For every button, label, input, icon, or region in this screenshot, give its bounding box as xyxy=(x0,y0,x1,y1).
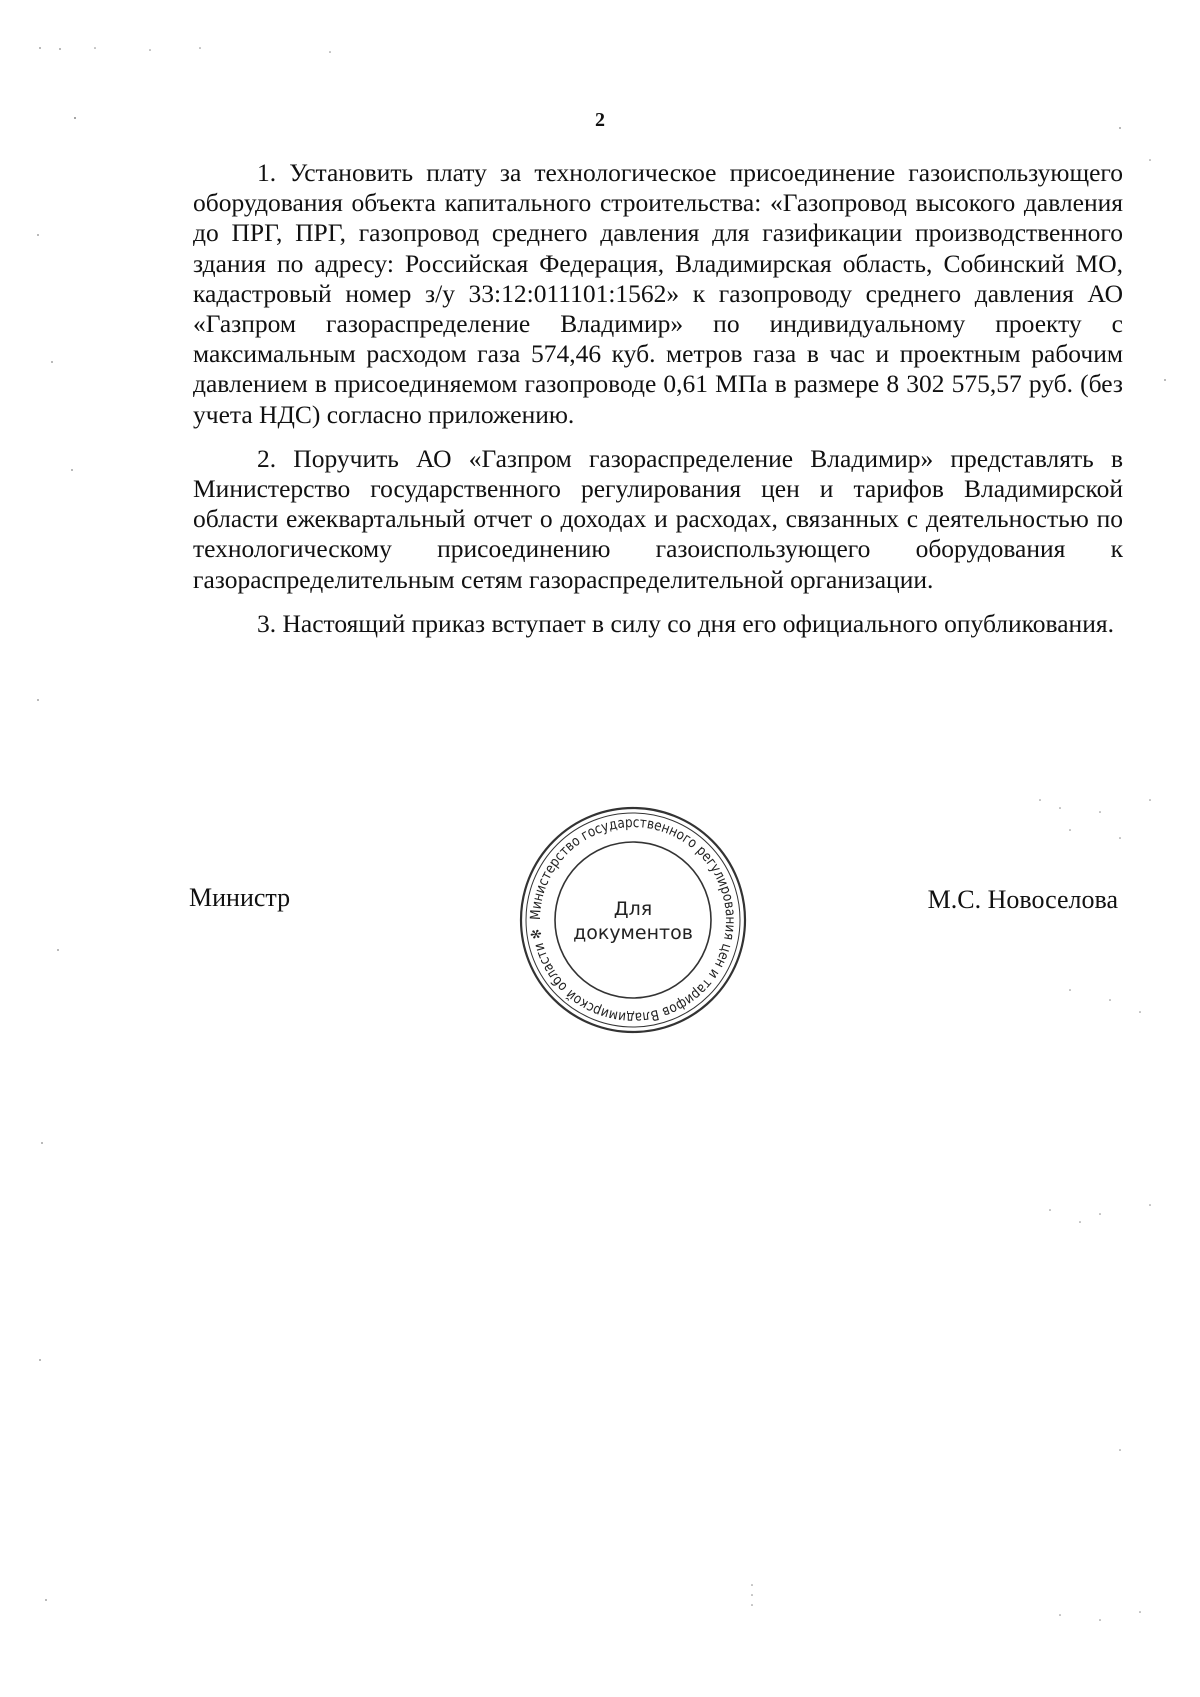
signatory-position: Министр xyxy=(189,883,291,912)
signatory-name: М.С. Новоселова xyxy=(927,885,1118,914)
paragraph-1: 1. Установить плату за технологическое присоединение газоиспользующего оборудования объекта капитального строительства: «Газопровод высокого давления до ПРГ, ПРГ, газопровод среднего давления для газификации производственного здания по адресу: Российская Федерация, Владимирская область, Собинский МО, кадастровый номер з/у 33:12:011101:1562» к газопроводу среднего давления АО «Газпром газораспределение Владимир» по индивидуальному проекту с максимальным расходом газа 574,46 куб. метров газа в час и проектным рабочим давлением в присоединяемом газопроводе 0,61 МПа в размере 8 302 575,57 руб. (без учета НДС) согласно приложению. xyxy=(193,158,1123,429)
seal-center-line-1: Для xyxy=(613,898,653,920)
paragraph-2: 2. Поручить АО «Газпром газораспределение Владимир» представлять в Министерство государственного регулирования цен и тарифов Владимирской области ежеквартальный отчет о доходах и расходах, связанных с деятельностью по технологическому присоединению газоиспользующего оборудования к газораспределительным сетям газораспределительной организации. xyxy=(193,443,1123,594)
seal-ring-text: Министерство государственного регулирования цен и тарифов Владимирской области ✻ xyxy=(527,814,739,1026)
seal-center-line-2: документов xyxy=(573,922,693,944)
paragraph-3: 3. Настоящий приказ вступает в силу со дня его официального опубликования. xyxy=(257,608,1114,638)
page-number: 2 xyxy=(595,109,605,131)
